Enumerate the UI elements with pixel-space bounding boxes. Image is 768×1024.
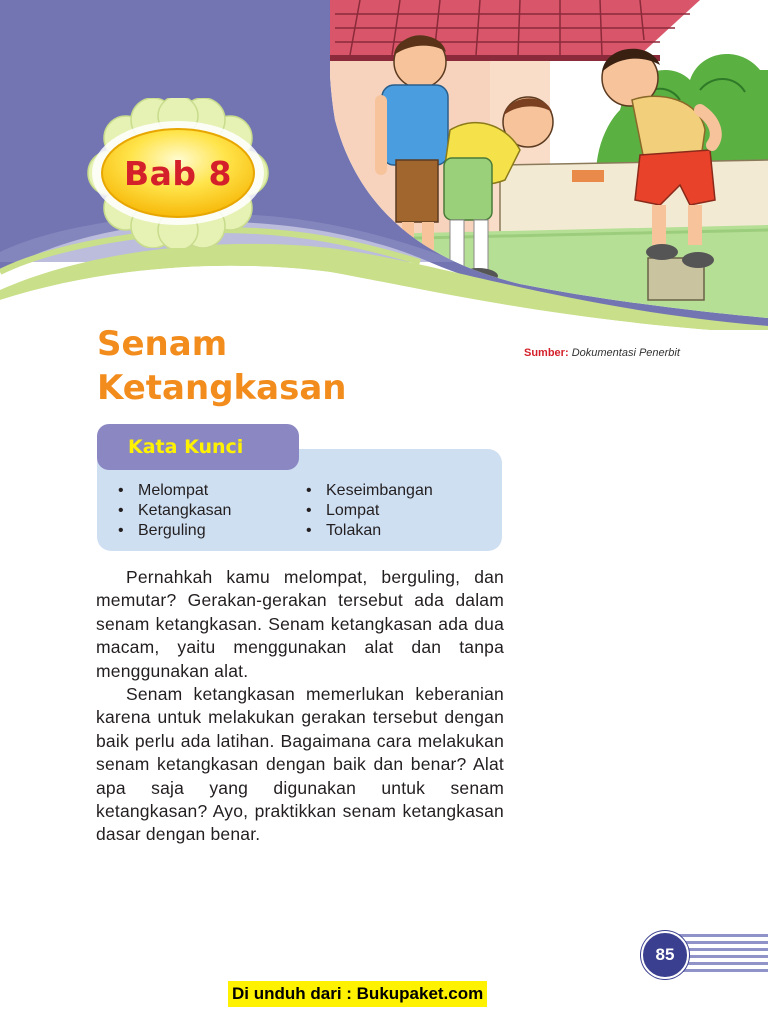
keyword-item: • Lompat [302, 501, 433, 521]
paragraph-2: Senam ketangkasan memerlukan keberanian karena untuk melakukan gerakan tersebut dengan baik perlu ada latihan. Bagaimana cara melakukan senam ketangkasan dengan baik dan benar? Alat apa saja yang digunakan untuk senam ketangkasan? Ayo, praktikkan senam ketangkasan dasar dengan benar. [96, 684, 504, 845]
keywords-list-right [302, 481, 433, 541]
body-text [96, 566, 504, 847]
page-number-marker [638, 928, 768, 978]
source-value: Dokumentasi Penerbit [571, 347, 680, 359]
keyword-item: • Berguling [114, 521, 231, 541]
download-source-footer: Di unduh dari : Bukupaket.com [228, 981, 487, 1007]
source-label: Sumber: [524, 347, 569, 359]
title-line-2: Ketangkasan [97, 368, 347, 408]
page-number: 85 [641, 931, 689, 979]
chapter-badge [68, 98, 288, 248]
keywords-heading: Kata Kunci [97, 424, 299, 470]
image-source-caption [524, 347, 680, 359]
keyword-item: • Ketangkasan [114, 501, 231, 521]
chapter-number: Bab 8 [124, 153, 232, 193]
keyword-item: • Tolakan [302, 521, 433, 541]
keyword-item: • Keseimbangan [302, 481, 433, 501]
keyword-item: • Melompat [114, 481, 231, 501]
title-line-1: Senam [97, 324, 228, 364]
paragraph-1: Pernahkah kamu melompat, berguling, dan memutar? Gerakan-gerakan tersebut ada dalam senam ketangkasan. Senam ketangkasan ada dua macam, yaitu menggunakan alat dan tanpa menggunakan alat. [96, 567, 504, 681]
keywords-list-left [114, 481, 231, 541]
chapter-title [97, 322, 347, 410]
